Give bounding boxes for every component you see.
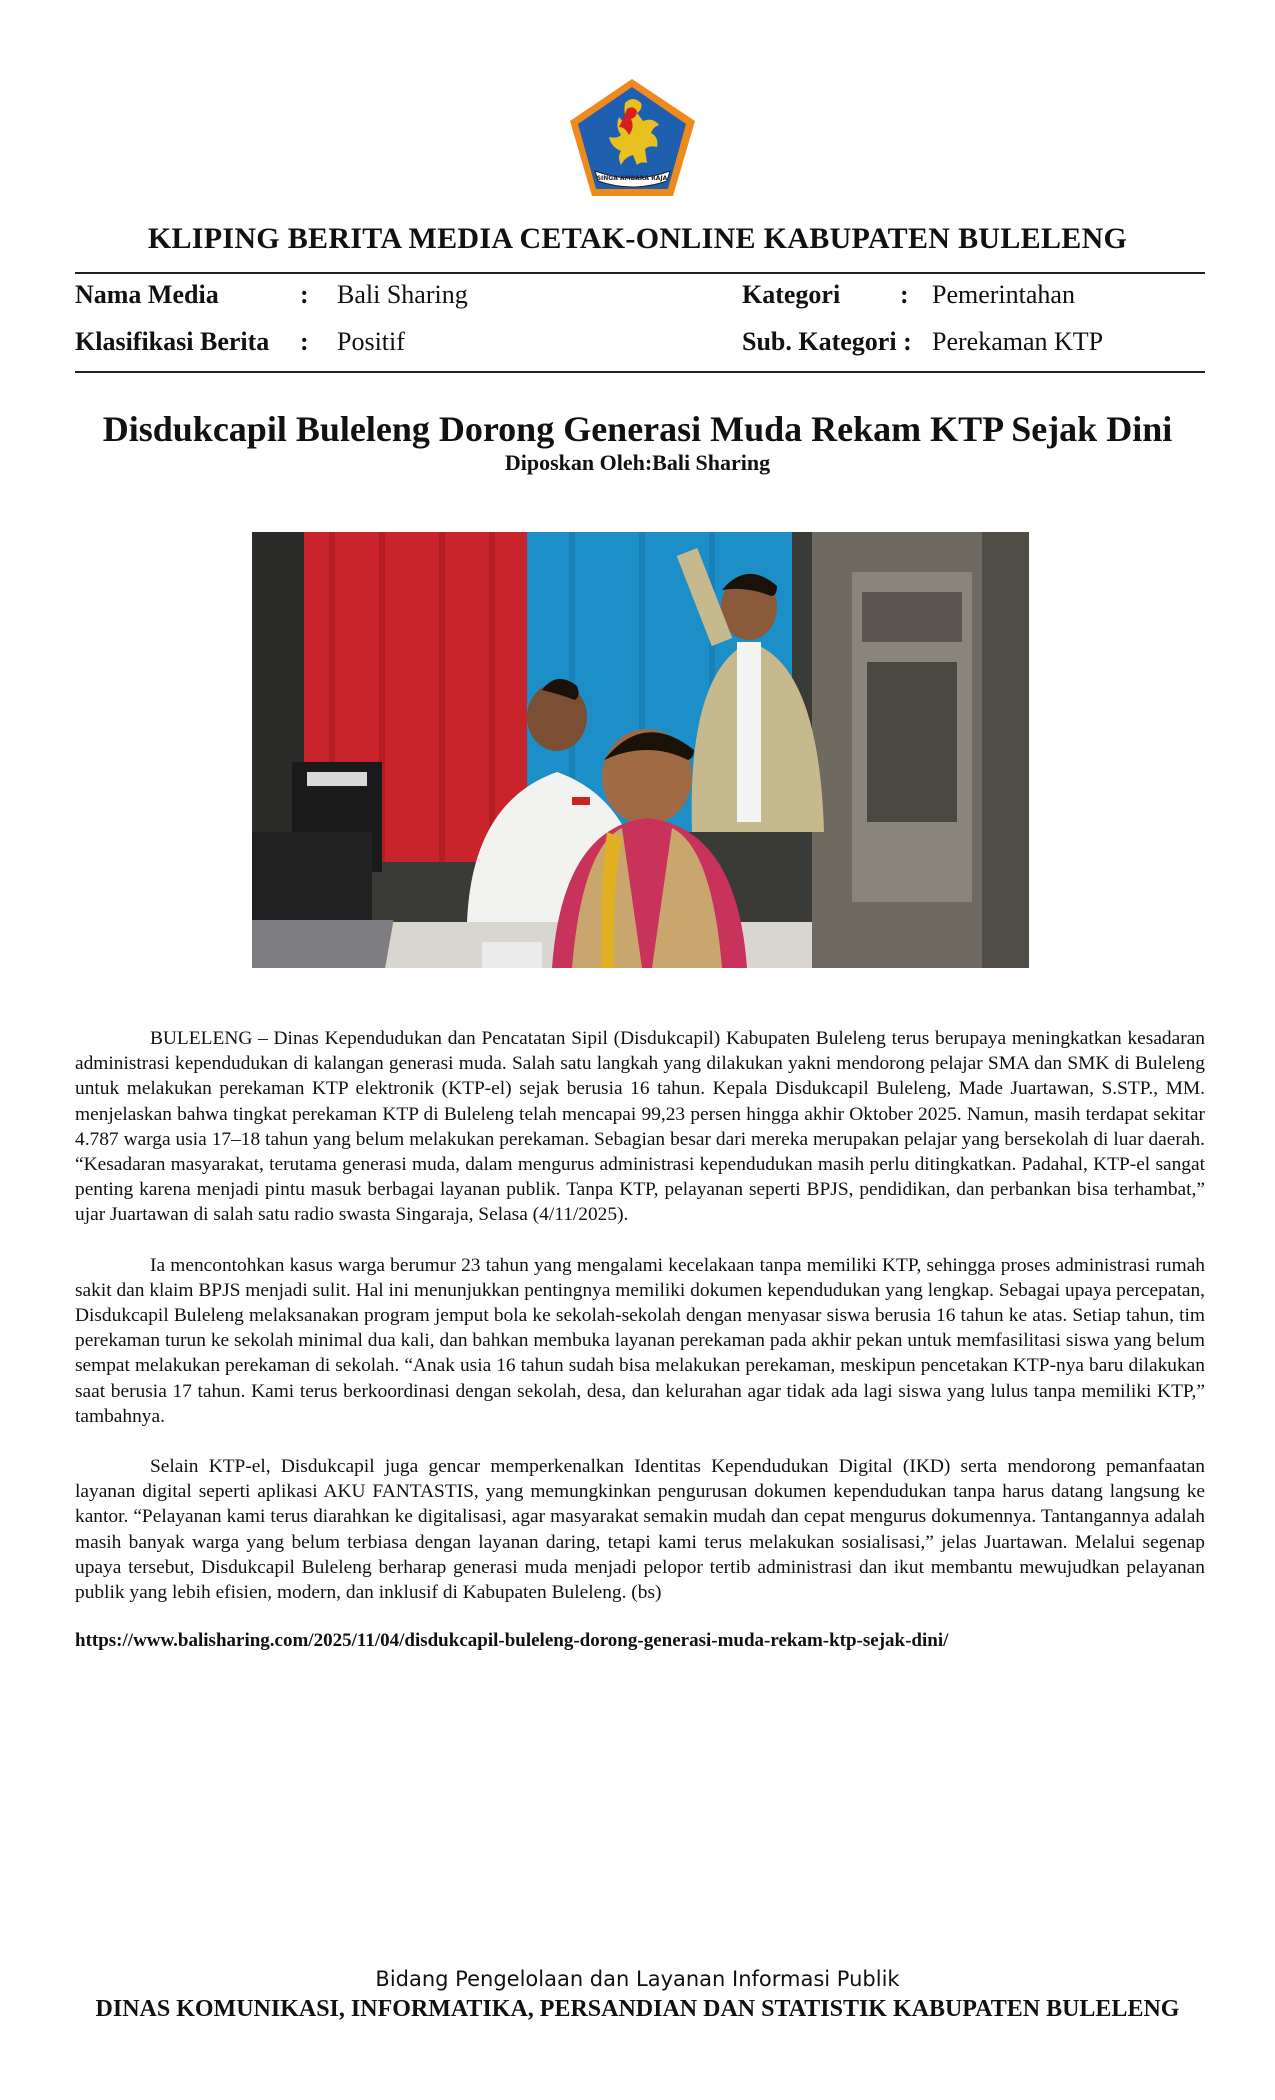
media-value: Bali Sharing — [337, 280, 468, 309]
klasifikasi-value: Positif — [337, 327, 405, 356]
logo-text: SINGA AMBARA RAJA — [596, 175, 668, 182]
singa-ambara-raja-emblem — [565, 75, 700, 200]
kategori-label: Kategori — [742, 280, 841, 309]
media-label: Nama Media — [75, 280, 219, 309]
subkategori-label: Sub. Kategori : — [742, 327, 912, 356]
kategori-colon: : — [900, 280, 909, 309]
article-byline: Diposkan Oleh:Bali Sharing — [504, 450, 771, 475]
media-colon: : — [300, 280, 309, 309]
klasifikasi-colon: : — [300, 327, 309, 356]
header-rule-bottom — [75, 371, 1205, 373]
source-url-link[interactable]: https://www.balisharing.com/2025/11/04/disdukcapil-buleleng-dorong-generasi-muda-rekam-ktp-sejak-dini/ — [75, 1630, 949, 1651]
article-paragraph-1: BULELENG – Dinas Kependudukan dan Pencatatan Sipil (Disdukcapil) Kabupaten Buleleng terus berupaya meningkatkan kesadaran administrasi kependudukan di kalangan generasi muda. Salah satu langkah yang dilakukan yakni mendorong pelajar SMA dan SMK di Buleleng untuk melakukan perekaman KTP elektronik (KTP-el) sejak berusia 16 tahun. Kepala Disdukcapil Buleleng, Made Juartawan, S.STP., MM. menjelaskan bahwa tingkat perekaman KTP di Buleleng telah mencapai 99,23 persen hingga akhir Oktober 2025. Namun, masih terdapat sekitar 4.787 warga usia 17–18 tahun yang belum melakukan perekaman. Sebagian besar dari mereka merupakan pelajar yang bersekolah di luar daerah. “Kesadaran masyarakat, terutama generasi muda, dalam mengurus administrasi kependudukan masih perlu ditingkatkan. Padahal, KTP-el sangat penting karena menjadi pintu masuk berbagai layanan publik. Tanpa KTP, pelayanan seperti BPJS, pendidikan, dan perbankan bisa terhambat,” ujar Juartawan di salah satu radio swasta Singaraja, Selasa (4/11/2025). — [75, 1028, 1205, 1226]
article-body — [75, 1026, 1205, 1630]
article-paragraph-2: Ia mencontohkan kasus warga berumur 23 tahun yang mengalami kecelakaan tanpa memiliki KTP, sehingga proses administrasi rumah sakit dan klaim BPJS menjadi sulit. Hal ini menunjukkan pentingnya memiliki dokumen kependudukan yang lengkap. Sebagai upaya percepatan, Disdukcapil Buleleng melaksanakan program jemput bola ke sekolah-sekolah dengan menyasar siswa berusia 16 tahun ke atas. Setiap tahun, tim perekaman turun ke sekolah minimal dua kali, dan bahkan membuka layanan perekaman pada akhir pekan untuk memfasilitasi siswa yang belum sempat melakukan perekaman di sekolah. “Anak usia 16 tahun sudah bisa melakukan perekaman, meskipun pencetakan KTP-nya baru dilakukan saat berusia 17 tahun. Kami terus berkoordinasi dengan sekolah, desa, dan kelurahan agar tidak ada lagi siswa yang lulus tanpa memiliki KTP,” tambahnya. — [75, 1254, 1205, 1427]
article-headline: Disdukcapil Buleleng Dorong Generasi Muda Rekam KTP Sejak Dini — [102, 409, 1173, 449]
header-rule-top — [75, 272, 1205, 274]
footer-agency: DINAS KOMUNIKASI, INFORMATIKA, PERSANDIAN DAN STATISTIK KABUPATEN BULELENG — [95, 1996, 1180, 2022]
footer-division: Bidang Pengelolaan dan Layanan Informasi Publik — [375, 1967, 900, 1991]
kategori-value: Pemerintahan — [932, 280, 1075, 309]
klasifikasi-label: Klasifikasi Berita — [75, 327, 270, 356]
article-paragraph-3: Selain KTP-el, Disdukcapil juga gencar memperkenalkan Identitas Kependudukan Digital (IKD) serta mendorong pemanfaatan layanan digital seperti aplikasi AKU FANTASTIS, yang memungkinkan pengurusan dokumen kependudukan tanpa harus datang langsung ke kantor. “Pelayanan kami terus diarahkan ke digitalisasi, agar masyarakat semakin mudah dan cepat mengurus dokumennya. Tantangannya adalah masih banyak warga yang belum terbiasa dengan layanan daring, tetapi kami terus melakukan sosialisasi,” jelas Juartawan. Melalui segenap upaya tersebut, Disdukcapil Buleleng berharap generasi muda menjadi pelopor tertib administrasi dan ikut membantu mewujudkan pelayanan publik yang lebih efisien, modern, dan inklusif di Kabupaten Buleleng. (bs) — [75, 1456, 1205, 1604]
subkategori-value: Perekaman KTP — [932, 327, 1104, 356]
document-title: KLIPING BERITA MEDIA CETAK-ONLINE KABUPATEN BULELENG — [147, 222, 1128, 255]
students-ktp-recording-photo — [252, 532, 1029, 968]
